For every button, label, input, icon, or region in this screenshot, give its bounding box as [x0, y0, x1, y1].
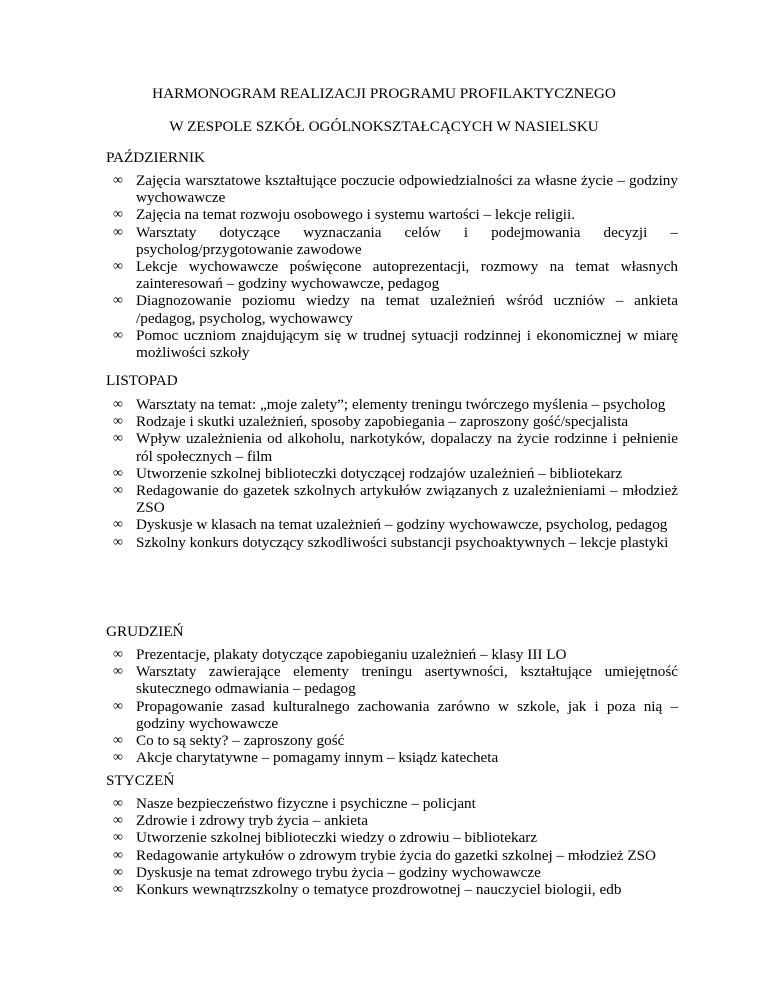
list-item-text: Warsztaty dotyczące wyznaczania celów i podejmowania decyzji – psycholog/przygotowanie zawodowe	[136, 223, 678, 258]
list-item	[0, 258, 678, 292]
list-item	[0, 795, 678, 812]
bullet-icon: ∞	[113, 864, 123, 880]
list-item-text: Propagowanie zasad kulturalnego zachowania zarówno w szkole, jak i poza nią – godziny wychowawcze	[136, 697, 678, 732]
section-item-list	[0, 795, 678, 898]
list-item	[0, 172, 678, 206]
list-item	[0, 698, 678, 732]
section-heading: PAŹDZIERNIK	[106, 149, 205, 166]
document-title-line-1: HARMONOGRAM REALIZACJI PROGRAMU PROFILAKTYCZNEGO	[152, 85, 616, 102]
list-item	[0, 206, 678, 223]
list-item-text: Konkurs wewnątrzszkolny o tematyce prozdrowotnej – nauczyciel biologii, edb	[136, 881, 622, 899]
list-item-text: Utworzenie szkolnej biblioteczki dotyczącej rodzajów uzależnień – bibliotekarz	[136, 464, 623, 482]
list-item	[0, 430, 678, 464]
bullet-icon: ∞	[113, 517, 123, 533]
section-heading: LISTOPAD	[106, 372, 178, 389]
bullet-icon: ∞	[113, 327, 123, 343]
list-item-text: Diagnozowanie poziomu wiedzy na temat uzależnień wśród uczniów – ankieta /pedagog, psycholog, wychowawcy	[136, 292, 678, 327]
document-title-line-2: W ZESPOLE SZKÓŁ OGÓLNOKSZTAŁCĄCYCH W NASIELSKU	[169, 118, 599, 135]
list-item-text: Zdrowie i zdrowy tryb życia – ankieta	[136, 812, 368, 830]
bullet-icon: ∞	[113, 813, 123, 829]
list-item-text: Redagowanie artykułów o zdrowym trybie życia do gazetki szkolnej – młodzież ZSO	[136, 846, 657, 864]
bullet-icon: ∞	[113, 414, 123, 430]
bullet-icon: ∞	[113, 796, 123, 811]
list-item	[0, 292, 678, 326]
bullet-icon: ∞	[113, 847, 123, 863]
section-heading: STYCZEŃ	[106, 772, 175, 789]
list-item	[0, 732, 678, 749]
list-item-text: Lekcje wychowawcze poświęcone autoprezentacji, rozmowy na temat własnych zainteresowań – godziny wychowawcze, pedagog	[136, 258, 678, 293]
list-item-text: Dyskusje na temat zdrowego trybu życia – godziny wychowawcze	[136, 863, 541, 881]
bullet-icon: ∞	[113, 293, 123, 309]
list-item	[0, 224, 678, 258]
bullet-icon: ∞	[113, 647, 123, 662]
list-item-text: Szkolny konkurs dotyczący szkodliwości substancji psychoaktywnych – lekcje plastyki	[136, 533, 669, 551]
section-item-list	[0, 396, 678, 551]
section-item-list	[0, 646, 678, 766]
bullet-icon: ∞	[113, 431, 123, 447]
list-item-text: Warsztaty na temat: „moje zalety”; elementy treningu twórczego myślenia – psycholog	[136, 396, 666, 413]
list-item	[0, 663, 678, 697]
list-item-text: Rodzaje i skutki uzależnień, sposoby zapobiegania – zaproszony gość/specjalista	[136, 413, 629, 431]
bullet-icon: ∞	[113, 397, 123, 412]
list-item	[0, 864, 678, 881]
bullet-icon: ∞	[113, 733, 123, 749]
list-item	[0, 881, 678, 898]
list-item-text: Redagowanie do gazetek szkolnych artykułów związanych z uzależnieniami – młodzież ZSO	[136, 482, 678, 517]
list-item	[0, 646, 678, 663]
bullet-icon: ∞	[113, 534, 123, 550]
list-item	[0, 516, 678, 533]
list-item-text: Pomoc uczniom znajdującym się w trudnej sytuacji rodzinnej i ekonomicznej w miarę możliwości szkoły	[136, 326, 678, 362]
list-item	[0, 465, 678, 482]
list-item	[0, 534, 678, 551]
list-item-text: Wpływ uzależnienia od alkoholu, narkotyków, dopalaczy na życie rodzinne i pełnienie ról społecznych – film	[136, 430, 678, 465]
bullet-icon: ∞	[113, 173, 123, 188]
bullet-icon: ∞	[113, 882, 123, 898]
list-item	[0, 396, 678, 413]
bullet-icon: ∞	[113, 465, 123, 481]
bullet-icon: ∞	[113, 664, 123, 680]
section-heading: GRUDZIEŃ	[106, 623, 184, 640]
list-item-text: Prezentacje, plakaty dotyczące zapobieganiu uzależnień – klasy III LO	[136, 646, 567, 663]
list-item	[0, 847, 678, 864]
section-item-list	[0, 172, 678, 361]
list-item-text: Utworzenie szkolnej biblioteczki wiedzy o zdrowiu – bibliotekarz	[136, 829, 538, 847]
bullet-icon: ∞	[113, 830, 123, 846]
bullet-icon: ∞	[113, 483, 123, 499]
bullet-icon: ∞	[113, 750, 123, 766]
bullet-icon: ∞	[113, 259, 123, 275]
list-item-text: Zajęcia na temat rozwoju osobowego i systemu wartości – lekcje religii.	[136, 206, 576, 224]
list-item	[0, 327, 678, 361]
list-item-text: Warsztaty zawierające elementy treningu asertywności, kształtujące umiejętność skutecznego odmawiania – pedagog	[136, 663, 678, 698]
bullet-icon: ∞	[113, 207, 123, 223]
list-item	[0, 749, 678, 766]
list-item	[0, 829, 678, 846]
bullet-icon: ∞	[113, 698, 123, 714]
list-item-text: Zajęcia warsztatowe kształtujące poczucie odpowiedzialności za własne życie – godziny wychowawcze	[136, 172, 678, 207]
bullet-icon: ∞	[113, 224, 123, 240]
list-item-text: Co to są sekty? – zaproszony gość	[136, 732, 345, 750]
list-item-text: Akcje charytatywne – pomagamy innym – ksiądz katecheta	[136, 749, 499, 767]
list-item	[0, 482, 678, 516]
list-item	[0, 413, 678, 430]
list-item-text: Dyskusje w klasach na temat uzależnień – godziny wychowawcze, psycholog, pedagog	[136, 516, 668, 534]
list-item	[0, 812, 678, 829]
list-item-text: Nasze bezpieczeństwo fizyczne i psychiczne – policjant	[136, 795, 476, 812]
